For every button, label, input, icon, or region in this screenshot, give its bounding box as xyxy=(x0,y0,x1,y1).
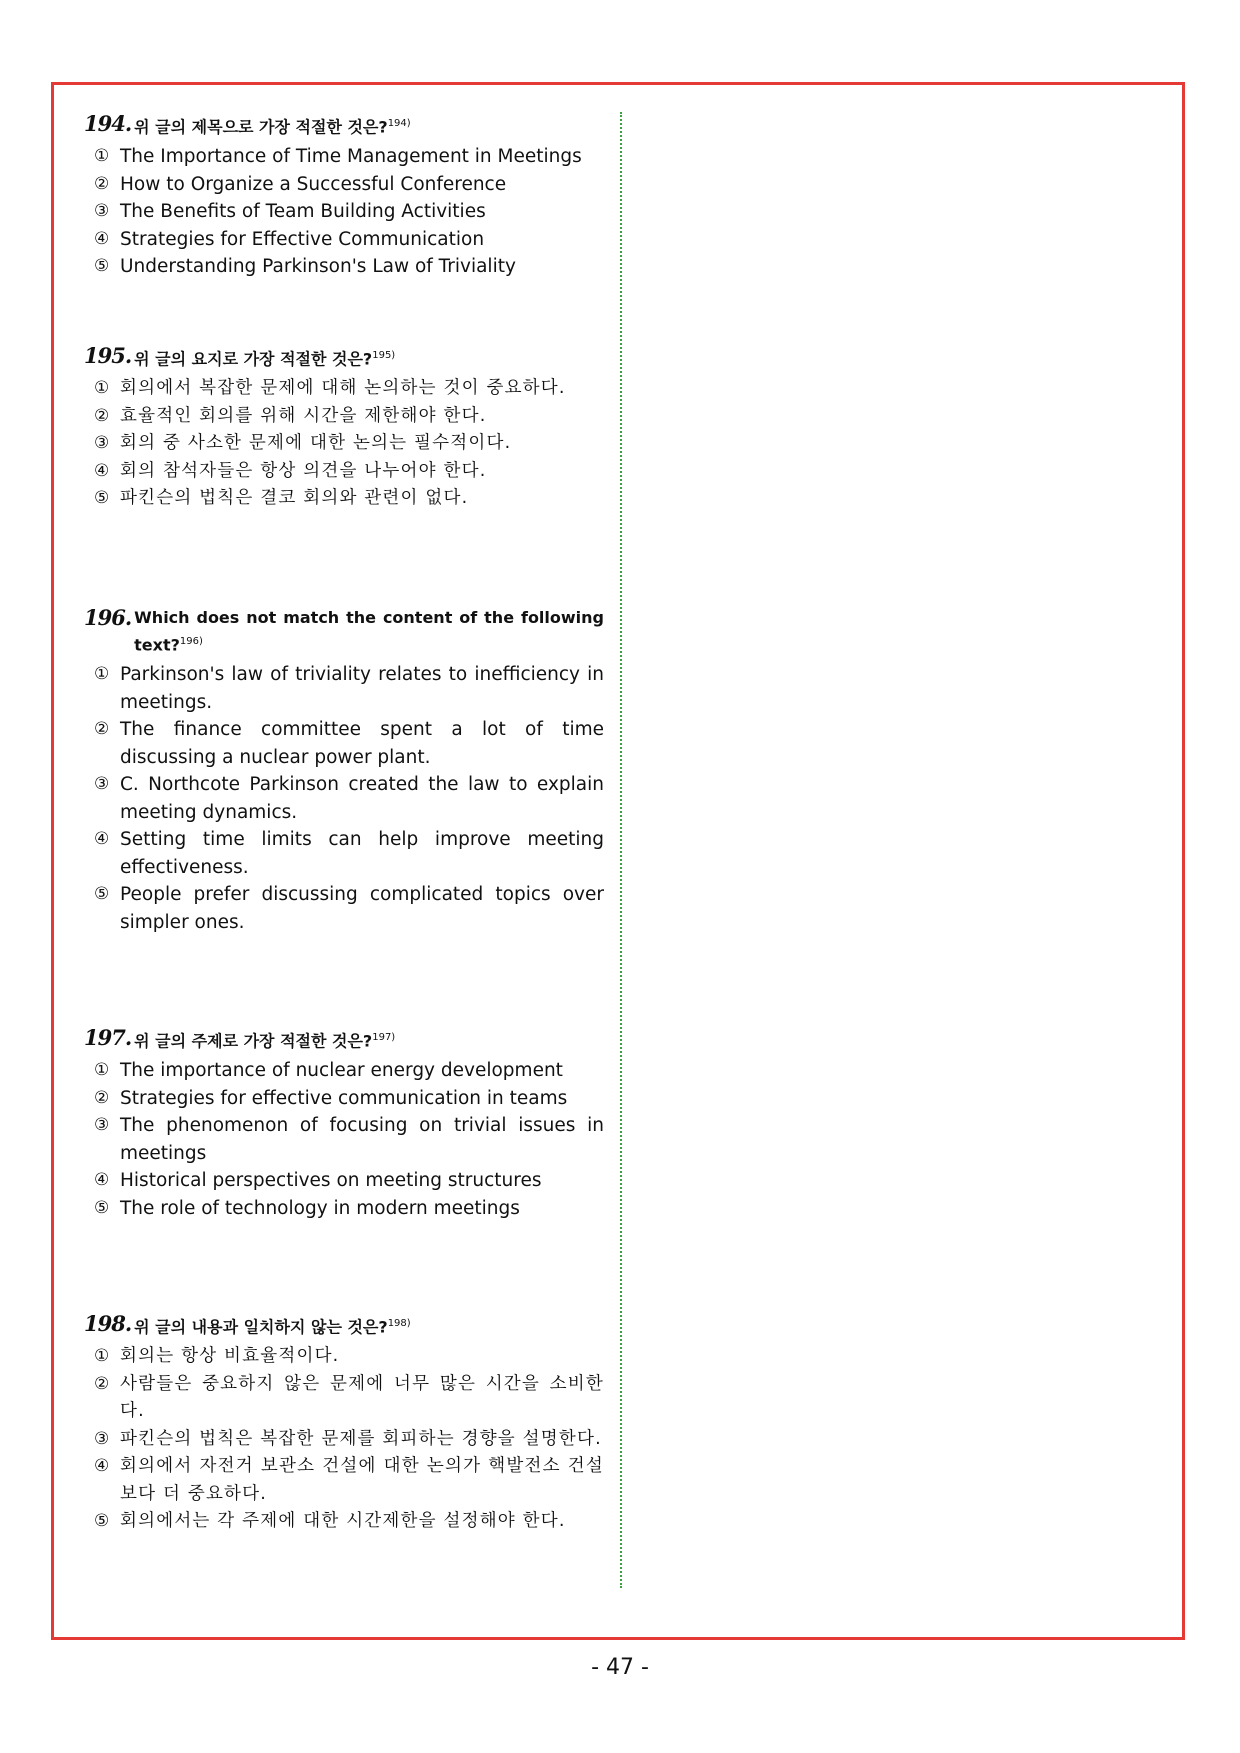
footnote-ref: 196) xyxy=(179,636,203,647)
question-number: 195. xyxy=(84,343,132,368)
option-list xyxy=(84,143,604,281)
question-prompt: Which does not match the content of the following text?$^{196)}$ xyxy=(134,608,604,655)
question-header xyxy=(84,1312,604,1339)
footnote-ref: 194) xyxy=(387,118,411,129)
question-number: 197. xyxy=(84,1025,132,1050)
option-3[interactable]: ③ The Benefits of Team Building Activities xyxy=(94,201,486,223)
question-194 xyxy=(84,112,604,281)
question-prompt: 위 글의 제목으로 가장 적절한 것은?$^{194)}$ xyxy=(134,117,411,137)
option-5[interactable]: ⑤ The role of technology in modern meetings xyxy=(94,1197,520,1219)
option-2[interactable]: ② 사람들은 중요하지 않은 문제에 너무 많은 시간을 소비한다. xyxy=(94,1373,604,1422)
page-number: - 47 - xyxy=(591,1655,649,1680)
question-header xyxy=(84,606,604,657)
option-2[interactable]: ② How to Organize a Successful Conference xyxy=(94,173,507,195)
question-header xyxy=(84,112,604,139)
option-list xyxy=(84,1057,604,1222)
question-195 xyxy=(84,344,604,513)
option-2[interactable]: ② Strategies for effective communication in teams xyxy=(94,1087,568,1109)
option-3[interactable]: ③ 파킨슨의 법칙은 복잡한 문제를 회피하는 경향을 설명한다. xyxy=(94,1428,602,1449)
question-prompt: 위 글의 내용과 일치하지 않는 것은?$^{198)}$ xyxy=(134,1317,411,1337)
option-4[interactable]: ④ Historical perspectives on meeting structures xyxy=(94,1170,542,1192)
option-4[interactable]: ④ 회의 참석자들은 항상 의견을 나누어야 한다. xyxy=(94,460,487,481)
option-3[interactable]: ③ 회의 중 사소한 문제에 대한 논의는 필수적이다. xyxy=(94,433,512,454)
option-4[interactable]: ④ 회의에서 자전거 보관소 건설에 대한 논의가 핵발전소 건설보다 더 중요하다. xyxy=(94,1456,604,1504)
option-1[interactable]: ① 회의는 항상 비효율적이다. xyxy=(94,1346,340,1367)
question-197 xyxy=(84,1026,604,1222)
option-1[interactable]: ① 회의에서 복잡한 문제에 대해 논의하는 것이 중요하다. xyxy=(94,378,566,399)
footnote-ref: 198) xyxy=(387,1318,411,1329)
question-header xyxy=(84,1026,604,1053)
question-header xyxy=(84,344,604,371)
option-5[interactable]: ⑤ 회의에서는 각 주제에 대한 시간제한을 설정해야 한다. xyxy=(94,1511,566,1532)
footnote-ref: 197) xyxy=(372,1032,396,1043)
option-4[interactable]: ④ Setting time limits can help improve meeting effectiveness. xyxy=(94,829,604,878)
option-list xyxy=(84,661,604,936)
question-198 xyxy=(84,1312,604,1536)
option-5[interactable]: ⑤ Understanding Parkinson's Law of Triviality xyxy=(94,256,516,278)
question-prompt: 위 글의 주제로 가장 적절한 것은?$^{197)}$ xyxy=(134,1031,396,1051)
option-1[interactable]: ① The Importance of Time Management in Meetings xyxy=(94,146,582,168)
column-divider xyxy=(620,112,622,1588)
option-4[interactable]: ④ Strategies for Effective Communication xyxy=(94,228,485,250)
option-list xyxy=(84,375,604,513)
option-2[interactable]: ② 효율적인 회의를 위해 시간을 제한해야 한다. xyxy=(94,405,487,426)
question-prompt: 위 글의 요지로 가장 적절한 것은?$^{195)}$ xyxy=(134,349,396,369)
question-196 xyxy=(84,606,604,936)
footnote-ref: 195) xyxy=(372,350,396,361)
option-3[interactable]: ③ The phenomenon of focusing on trivial issues in meetings xyxy=(94,1115,604,1164)
option-list xyxy=(84,1343,604,1536)
option-3[interactable]: ③ C. Northcote Parkinson created the law to explain meeting dynamics. xyxy=(94,774,604,823)
option-1[interactable]: ① Parkinson's law of triviality relates to inefficiency in meetings. xyxy=(94,664,604,713)
option-2[interactable]: ② The finance committee spent a lot of time discussing a nuclear power plant. xyxy=(94,719,604,768)
option-5[interactable]: ⑤ People prefer discussing complicated topics over simpler ones. xyxy=(94,884,604,933)
question-number: 194. xyxy=(84,111,132,136)
question-number: 196. xyxy=(84,605,132,630)
question-number: 198. xyxy=(84,1311,132,1336)
option-5[interactable]: ⑤ 파킨슨의 법칙은 결코 회의와 관련이 없다. xyxy=(94,488,469,509)
option-1[interactable]: ① The importance of nuclear energy development xyxy=(94,1060,563,1082)
